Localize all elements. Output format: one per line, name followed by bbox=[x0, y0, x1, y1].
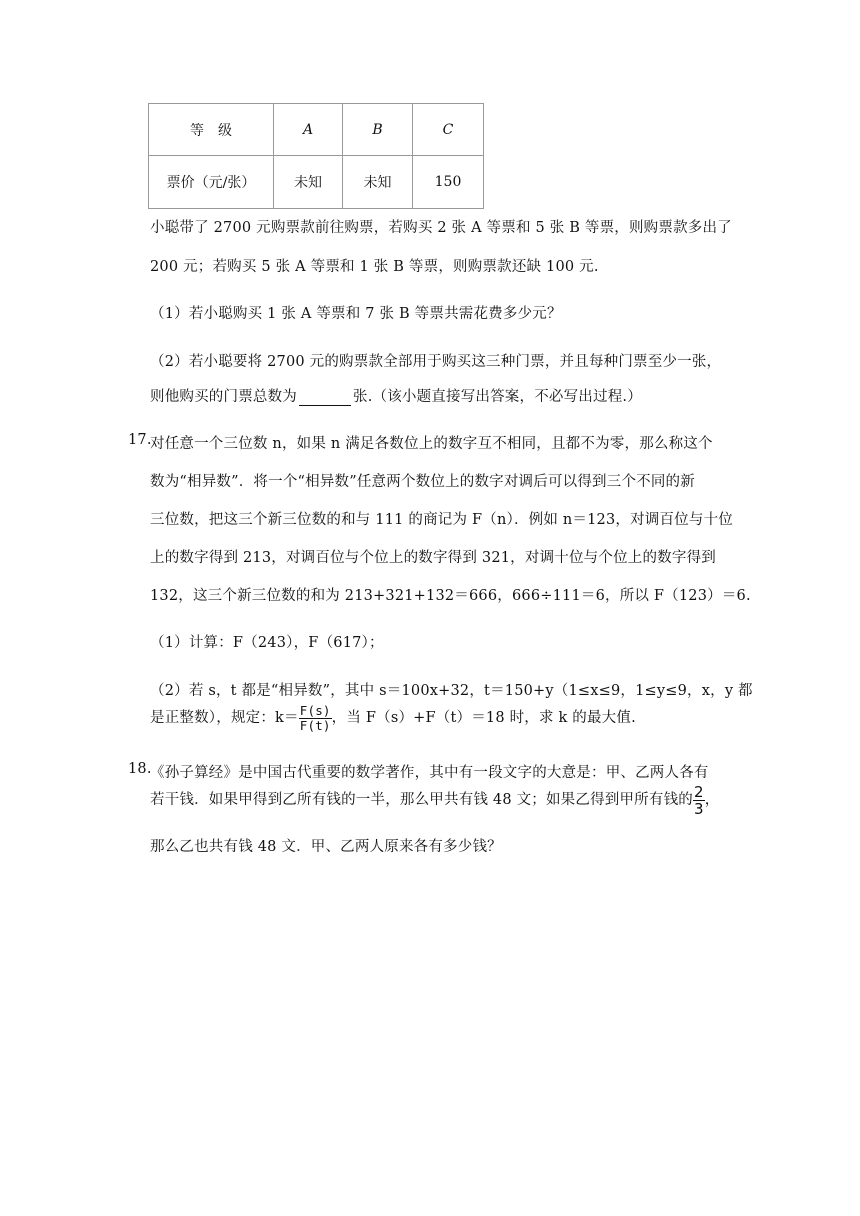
q16-part-2-line-2 bbox=[150, 385, 642, 406]
answer-blank bbox=[299, 391, 351, 406]
table-cell: 票价（元/张） bbox=[149, 156, 274, 209]
q16-intro-line-1: 小聪带了 2700 元购票款前往购票，若购买 2 张 A 等票和 5 张 B 等票，则购票款多出了 bbox=[150, 220, 732, 236]
k-fraction bbox=[299, 704, 332, 733]
q18-number: 18. bbox=[128, 761, 152, 777]
q17-line-5: 132，这三个新三位数的和为 213+321+132＝666，666÷111＝6，所以 F（123）＝6. bbox=[150, 588, 751, 604]
q17-part-2-line-1: （2）若 s，t 都是“相异数”，其中 s＝100x+32，t＝150+y（1≤x≤9，1≤y≤9，x，y 都 bbox=[150, 683, 753, 699]
q16-intro-line-2: 200 元；若购买 5 张 A 等票和 1 张 B 等票，则购票款还缺 100 元. bbox=[150, 259, 599, 275]
q17-line-4: 上的数字得到 213，对调百位与个位上的数字得到 321，对调十位与个位上的数字得到 bbox=[150, 550, 716, 566]
q17-part-2-line-2 bbox=[150, 698, 636, 738]
q17-number: 17. bbox=[128, 432, 152, 448]
table-cell: B bbox=[343, 104, 413, 156]
q18-line-2 bbox=[150, 780, 719, 820]
table-cell: 未知 bbox=[343, 156, 413, 209]
q16-part-2-text-a: 则他购买的门票总数为 bbox=[150, 389, 297, 405]
table-row bbox=[149, 156, 484, 209]
q16-part-2-line-1: （2）若小聪要将 2700 元的购票款全部用于购买这三种门票，并且每种门票至少一张， bbox=[150, 354, 722, 370]
q17-line-2: 数为“相异数”．将一个“相异数”任意两个数位上的数字对调后可以得到三个不同的新 bbox=[150, 474, 695, 490]
q18-line-3: 那么乙也共有钱 48 文．甲、乙两人原来各有多少钱？ bbox=[150, 839, 502, 855]
table-cell: C bbox=[413, 104, 484, 156]
fraction-numerator: 2 bbox=[693, 782, 704, 801]
table-cell: A bbox=[274, 104, 343, 156]
q17-part-2-text-a: 是正整数），规定：k＝ bbox=[150, 710, 299, 726]
q18-line-1: 《孙子算经》是中国古代重要的数学著作，其中有一段文字的大意是：甲、乙两人各有 bbox=[150, 765, 709, 781]
fraction-denominator: F(t) bbox=[299, 717, 331, 733]
q17-part-1: （1）计算：F（243），F（617）； bbox=[150, 635, 384, 651]
two-thirds-fraction bbox=[693, 784, 705, 817]
q18-line-2-text-b: ， bbox=[704, 792, 720, 808]
q17-part-2-text-b: ，当 F（s）+F（t）＝18 时，求 k 的最大值. bbox=[331, 710, 636, 726]
fraction-numerator: F(s) bbox=[299, 702, 331, 718]
price-table bbox=[148, 103, 484, 209]
table-cell: 等 级 bbox=[149, 104, 274, 156]
q16-part-1: （1）若小聪购买 1 张 A 等票和 7 张 B 等票共需花费多少元？ bbox=[150, 306, 562, 322]
q17-line-1: 对任意一个三位数 n，如果 n 满足各数位上的数字互不相同，且都不为零，那么称这个 bbox=[150, 436, 713, 452]
q17-line-3: 三位数，把这三个新三位数的和与 111 的商记为 F（n）．例如 n＝123，对调百位与十位 bbox=[150, 512, 733, 528]
table-cell: 未知 bbox=[274, 156, 343, 209]
q16-part-2-text-b: 张.（该小题直接写出答案，不必写出过程.） bbox=[353, 389, 642, 405]
table-cell: 150 bbox=[413, 156, 484, 209]
fraction-denominator: 3 bbox=[693, 799, 704, 818]
table-header-row bbox=[149, 104, 484, 156]
q18-line-2-text-a: 若干钱．如果甲得到乙所有钱的一半，那么甲共有钱 48 文；如果乙得到甲所有钱的 bbox=[150, 792, 693, 808]
